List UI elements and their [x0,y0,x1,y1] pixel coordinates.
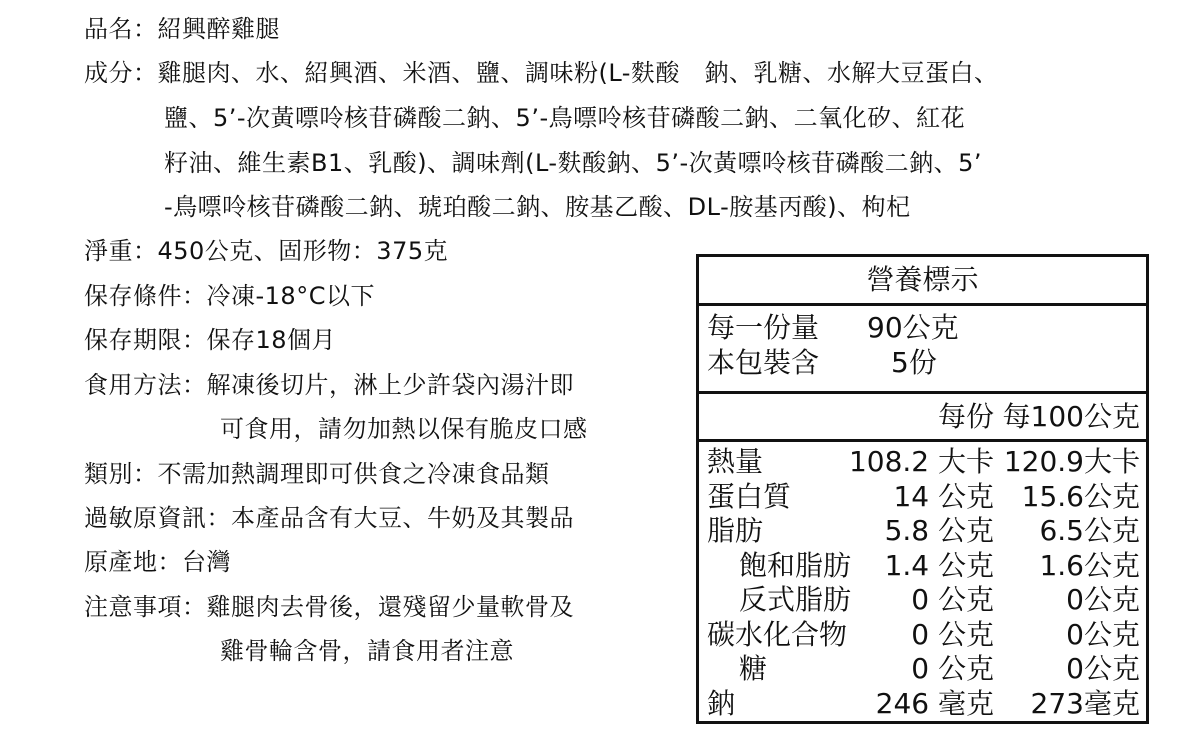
value-per-100g: 273毫克 [1030,686,1140,720]
nutrition-row [699,583,1146,617]
shelf-life: 保存期限：保存18個月 [84,326,337,354]
value-per-100g: 6.5公克 [1039,514,1140,547]
nutrient-name: 鈉 [707,686,736,720]
divider [699,303,1146,306]
divider [699,439,1146,442]
product-name: 品名：紹興醉雞腿 [84,15,280,43]
value-per-100g: 120.9大卡 [1003,445,1140,478]
servings-value: 5份 [891,346,937,379]
origin: 原產地：台灣 [84,548,231,576]
ingredients-line-4: -鳥嘌呤核苷磷酸二鈉、琥珀酸二鈉、胺基乙酸、DL-胺基丙酸)、枸杞 [164,193,911,221]
usage-line-1: 食用方法：解凍後切片，淋上少許袋內湯汁即 [84,371,574,399]
serving-size-label: 每一份量 [707,311,820,344]
storage-condition: 保存條件：冷凍-18°C以下 [84,282,375,310]
servings-label: 本包裝含 [707,346,820,379]
usage-line-2: 可食用，請勿加熱以保有脆皮口感 [220,415,588,443]
nutrient-name: 飽和脂肪 [739,548,852,582]
food-category: 類別：不需加熱調理即可供食之冷凍食品類 [84,460,550,488]
value-per-100g: 0公克 [1066,617,1140,651]
nutrient-name: 熱量 [707,445,764,478]
nutrient-name: 糖 [739,652,768,685]
value-per-100g: 0公克 [1066,652,1140,685]
column-header-per-serving: 每份 [937,400,994,433]
divider [699,391,1146,394]
notice-line-1: 注意事項：雞腿肉去骨後，還殘留少量軟骨及 [84,593,574,621]
value-per-serving: 0 公克 [911,583,994,616]
value-per-100g: 15.6公克 [1021,479,1140,513]
ingredients-line-1: 成分：雞腿肉、水、紹興酒、米酒、鹽、調味粉(L-麩酸 鈉、乳糖、水解大豆蛋白、 [84,59,999,87]
value-per-100g: 1.6公克 [1039,548,1140,582]
value-per-serving: 246 毫克 [875,686,994,720]
nutrition-row [699,514,1146,548]
nutrition-title: 營養標示 [866,263,979,296]
ingredients-line-3: 籽油、維生素B1、乳酸)、調味劑(L-麩酸鈉、5’-次黃嘌呤核苷磷酸二鈉、5’ [164,149,983,177]
value-per-100g: 0公克 [1066,583,1140,616]
nutrient-name: 碳水化合物 [707,617,848,651]
nutrition-row [699,480,1146,514]
nutrition-row [699,549,1146,583]
value-per-serving: 5.8 公克 [884,514,994,547]
nutrient-name: 反式脂肪 [739,583,852,616]
nutrient-name: 蛋白質 [707,479,792,513]
nutrition-row [699,652,1146,686]
allergen-info: 過敏原資訊：本產品含有大豆、牛奶及其製品 [84,504,574,532]
serving-size-value: 90公克 [867,311,959,344]
value-per-serving: 14 公克 [893,479,994,513]
nutrition-facts-panel [696,254,1149,724]
value-per-serving: 1.4 公克 [884,548,994,582]
value-per-serving: 0 公克 [911,617,994,651]
nutrition-row [699,445,1146,479]
value-per-serving: 108.2 大卡 [848,445,994,478]
column-header-per-100g: 每100公克 [1002,400,1140,433]
nutrition-row [699,618,1146,652]
nutrient-name: 脂肪 [707,514,764,547]
notice-line-2: 雞骨輪含骨，請食用者注意 [220,637,514,665]
net-weight: 淨重：450公克、固形物：375克 [84,237,449,265]
ingredients-line-2: 鹽、5’-次黃嘌呤核苷磷酸二鈉、5’-鳥嘌呤核苷磷酸二鈉、二氧化矽、紅花 [164,104,966,132]
value-per-serving: 0 公克 [911,652,994,685]
nutrition-row [699,687,1146,721]
